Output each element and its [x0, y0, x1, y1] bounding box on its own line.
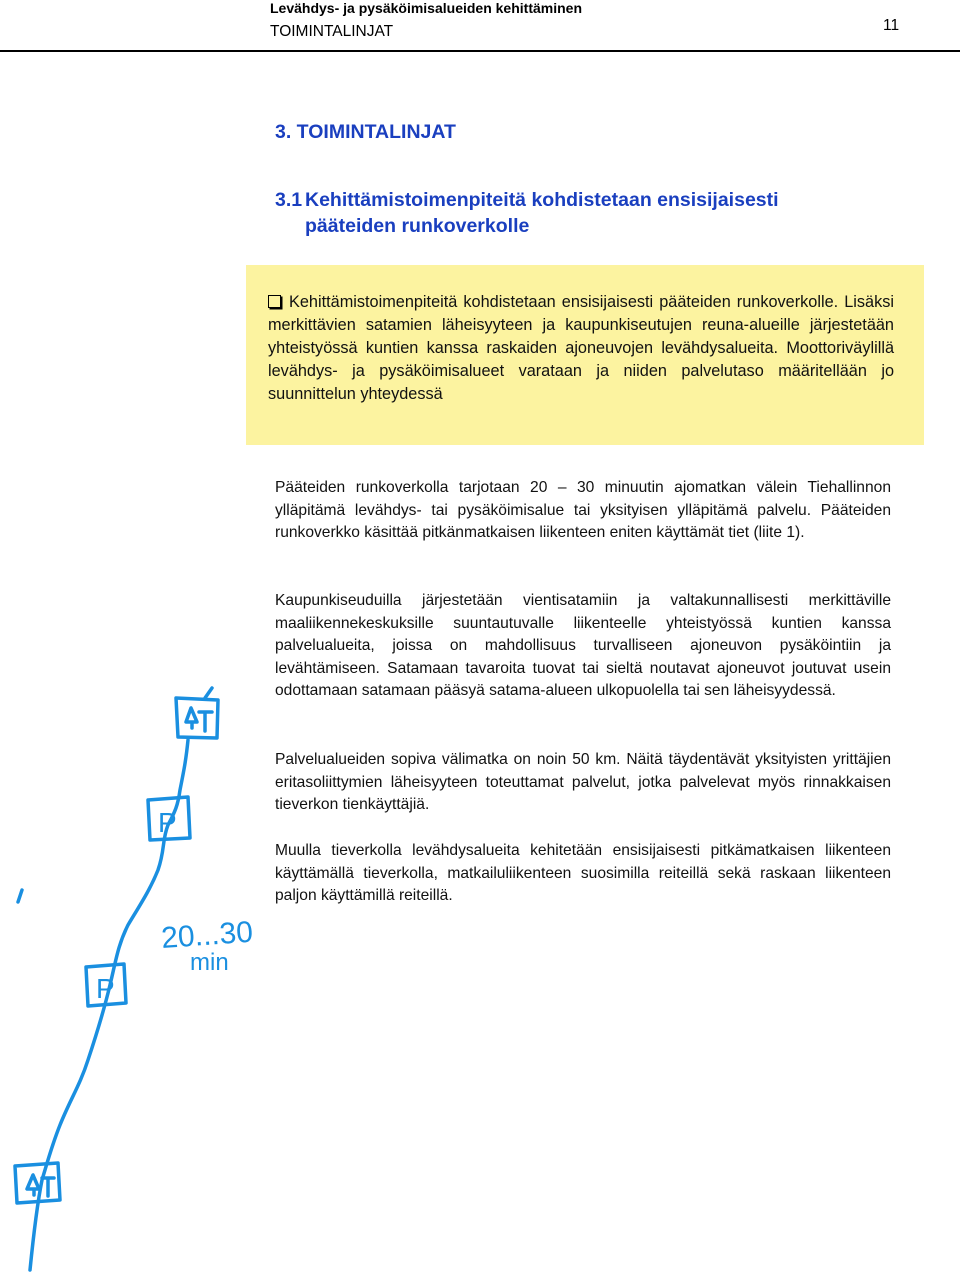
parking-label-2: P — [96, 973, 115, 1004]
tree-symbol-top-icon — [186, 708, 212, 731]
checkbox-bullet-icon — [268, 295, 281, 308]
highlight-box — [246, 265, 924, 445]
interval-label: 20...30 — [160, 915, 255, 955]
highlight-box-content — [268, 291, 894, 406]
body-paragraph-1: Pääteiden runkoverkolla tarjotaan 20 – 30 minuutin ajomatkan välein Tiehallinnon ylläpitämä levähdys- tai pysäköimisalue tai yksityisen ylläpitämä palvelu. Pääteiden runkoverkko käsittää pitkänmatkaisen liikenteen eniten käyttämät tiet (liite 1). — [275, 479, 891, 541]
subsection-number: 3.1 — [275, 189, 303, 211]
body-paragraph-3: Palvelualueiden sopiva välimatka on noin 50 km. Näitä täydentävät yksityisten yrittäjien eritasoliittymien läheisyyteen toteuttamat palvelut, jotka palvelevat myös rinnakkaisen tieverkon tienkäyttäjiä. — [275, 751, 891, 813]
parking-label-1: P — [158, 807, 177, 838]
subsection-title-line2: pääteiden runkoverkolle — [305, 215, 530, 237]
page-number: 11 — [883, 17, 900, 34]
body-paragraph-2: Kaupunkiseuduilla järjestetään vientisatamiin ja valtakunnallisesti merkittäville maaliikennekeskuksille suuntautuvalle liikenteelle yhteistyössä kuntien kanssa palvelualueita, joissa on mahdollisuus turvalliseen ajoneuvon pysäköintiin ja levähtämiseen. Satamaan tavaroita tuovat tai sieltä noutavat ajoneuvot joutuvat usein odottamaan satamaan pääsyä satama-alueen ulkopuolella tai sen läheisyydessä. — [275, 592, 891, 699]
body-paragraph-4: Muulla tieverkolla levähdysalueita kehitetään ensisijaisesti pitkämatkaisen liikenteen käyttämällä tieverkolla, matkailuliikenteen suosimilla reiteillä sekä raskaan liikenteen paljon käyttämillä reiteillä. — [275, 842, 891, 904]
highlight-box-text: Kehittämistoimenpiteitä kohdistetaan ensisijaisesti pääteiden runkoverkolle. Lisäksi merkittävien satamien läheisyyteen ja kaupunkiseutujen reuna-alueille järjestetään yhteistyössä kuntien kanssa raskaiden ajoneuvojen levähdysalueita. Moottoriväylillä levähdys- ja pysäköimisalueet varataan ja niiden palvelutaso määritellään jo suunnittelun yhteydessä — [268, 293, 894, 403]
document-title: Levähdys- ja pysäköimisalueiden kehittäminen — [270, 0, 582, 16]
header-section: TOIMINTALINJAT — [270, 23, 394, 40]
route-sketch — [0, 670, 280, 1277]
unit-label: min — [190, 949, 229, 976]
subsection-title-line1: Kehittämistoimenpiteitä kohdistetaan ensisijaisesti — [305, 189, 779, 211]
subsection-title — [275, 187, 895, 239]
header-divider — [0, 50, 960, 52]
pen-mark-icon — [18, 890, 22, 902]
section-title: 3. TOIMINTALINJAT — [275, 121, 456, 143]
service-sign-top-pole-icon — [205, 688, 212, 698]
